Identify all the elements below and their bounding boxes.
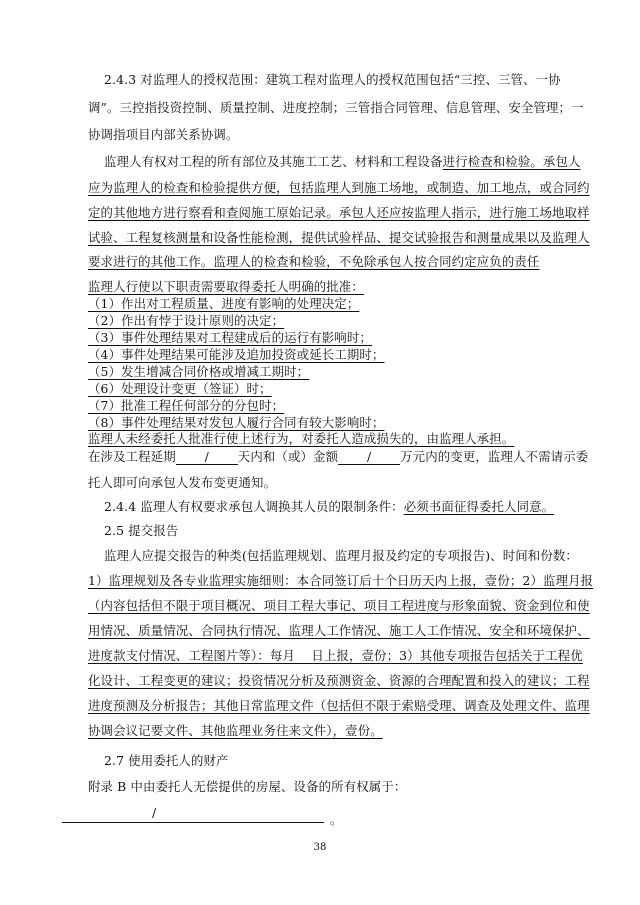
report-line-2: （内容包括但不限于项目概况、项目工程大事记、项目工程进度与形象面貌、资金到位和使 — [88, 598, 590, 613]
ownership-blank-value: / — [152, 805, 157, 820]
approval-item-7: （7）批准工程任何部分的分包时； — [88, 398, 285, 413]
section-2-4-4 — [104, 499, 554, 515]
ownership-period: 。 — [330, 812, 343, 827]
delay-text-b: 天内和（或）金额 — [237, 449, 339, 464]
approval-item-5: （5）发生增减合同价格或增减工期时； — [88, 364, 310, 379]
delay-line-1 — [88, 449, 588, 465]
report-line-4: 进度款支付情况、工程图片等）：每月 日上报，壹份；3）其他专项报告包括关于工程优 — [88, 648, 583, 663]
page-number: 38 — [313, 842, 327, 853]
section-2-4-3-line-2: 调”。三控指投资控制、质量控制、进度控制；三管指合同管理、信息管理、安全管理；一 — [88, 100, 584, 115]
section-2-4-4-text: 2.4.4 监理人有权要求承包人调换其人员的限制条件： — [104, 499, 404, 514]
amount-blank: / — [338, 450, 400, 465]
appendix-b-line: 附录 B 中由委托人无偿提供的房屋、设备的所有权属于： — [88, 779, 407, 794]
approval-item-2: （2）作出有悖于设计原则的决定； — [88, 313, 285, 328]
report-intro: 监理人应提交报告的种类(包括监理规划、监理月报及约定的专项报告)、时间和份数： — [104, 548, 578, 563]
report-line-1: 1）监理规划及各专业监理实施细则：本合同签订后十个日历天内上报，壹份；2）监理月报 — [88, 573, 594, 588]
approval-item-6: （6）处理设计变更（签证）时； — [88, 381, 272, 396]
inspection-line-1-b: 进行检查和检验。承包人 — [442, 154, 581, 169]
inspection-line-4: 试验、工程复核测量和设备性能检测，提供试验样品、提交试验报告和测量成果以及监理人 — [88, 230, 590, 245]
inspection-line-2: 应为监理人的检查和检验提供方便，包括监理人到施工场地，或制造、加工地点，或合同约 — [88, 180, 590, 195]
inspection-line-3: 定的其他地方进行察看和查阅施工原始记录。承包人还应按监理人指示，进行施工场地取样 — [88, 205, 590, 220]
inspection-line-1 — [104, 154, 581, 170]
section-2-4-3-line-1: 2.4.3 对监理人的授权范围：建筑工程对监理人的授权范围包括“三控、三管、一协 — [104, 72, 561, 87]
approval-item-4: （4）事件处理结果可能涉及追加投资或延长工期时； — [88, 347, 385, 362]
ownership-blank-line — [62, 805, 343, 827]
delay-text-c: 万元内的变更，监理人不需请示委 — [400, 449, 589, 464]
report-line-5: 化设计、工程变更的建议；投资情况分析及预测资金、资源的合理配置和投入的建议；工程 — [88, 673, 590, 688]
inspection-line-1-a: 监理人有权对工程的所有部位及其施工工艺、材料和工程设备 — [104, 154, 443, 169]
approval-item-8: （8）事件处理结果对发包人履行合同有较大影响时； — [88, 415, 385, 430]
heading-2-7: 2.7 使用委托人的财产 — [104, 753, 229, 768]
approval-end: 监理人未经委托人批准行使上述行为，对委托人造成损失的，由监理人承担。 — [88, 431, 515, 446]
report-line-6: 进度预测及分析报告；其他日常监理文件（包括但不限于索赔受理、调查及处理文件、监理 — [88, 698, 590, 713]
inspection-line-5: 要求进行的其他工作。监理人的检查和检验，不免除承包人按合同约定应负的责任 — [88, 254, 540, 269]
heading-2-5: 2.5 提交报告 — [104, 523, 179, 538]
section-2-4-3-line-3: 协调指项目内部关系协调。 — [88, 127, 239, 142]
delay-days-blank: / — [176, 450, 238, 465]
approval-item-3: （3）事件处理结果对工程建成后的运行有影响时； — [88, 330, 372, 345]
report-line-3: 用情况、质量情况、合同执行情况、监理人工作情况、施工人工作情况、安全和环境保护、 — [88, 623, 590, 638]
approval-item-1: （1）作出对工程质量、进度有影响的处理决定； — [88, 296, 360, 311]
delay-line-2: 托人即可向承包人发布变更通知。 — [88, 475, 277, 490]
section-2-4-4-condition: 必须书面征得委托人同意。 — [403, 499, 555, 514]
report-line-7: 协调会议记要文件、其他监理业务往来文件），壹份。 — [88, 723, 383, 738]
approval-intro: 监理人行使以下职责需要取得委托人明确的批准： — [88, 279, 364, 294]
delay-text-a: 在涉及工程延期 — [88, 449, 176, 464]
